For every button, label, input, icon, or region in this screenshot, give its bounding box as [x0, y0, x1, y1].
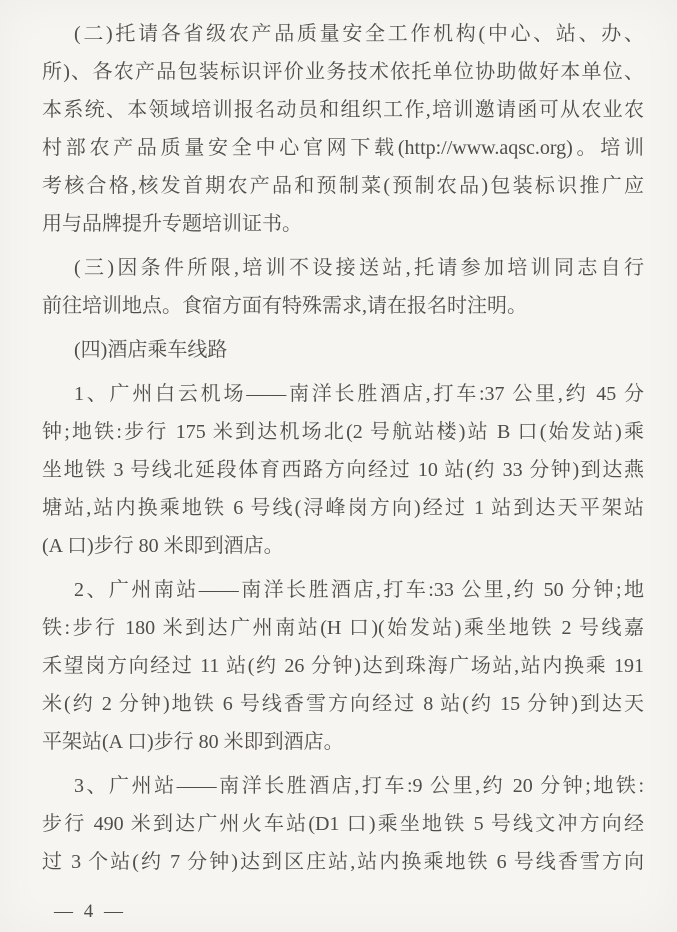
text-line: 考核合格,核发首期农产品和预制菜(预制农品)包装标识推广应: [42, 175, 644, 197]
route-1-baiyun-airport: [42, 375, 644, 565]
text-line: 禾望岗方向经过 11 站(约 26 分钟)达到珠海广场站,站内换乘 191: [42, 655, 644, 677]
route-3-guangzhou-station: [42, 767, 644, 881]
route-2-guangzhou-south-station: [42, 571, 644, 761]
text-line: 坐地铁 3 号线北延段体育西路方向经过 10 站(约 33 分钟)到达燕: [42, 459, 644, 481]
text-line: 铁:步行 180 米到达广州南站(H 口)(始发站)乘坐地铁 2 号线嘉: [42, 617, 644, 639]
text-line: 钟;地铁:步行 175 米到达机场北(2 号航站楼)站 B 口(始发站)乘: [42, 421, 644, 443]
text-line: (三)因条件所限,培训不设接送站,托请参加培训同志自行: [74, 257, 644, 279]
text-line: 村部农产品质量安全中心官网下载(http://www.aqsc.org)。培训: [42, 137, 644, 159]
text-line: 所)、各农产品包装标识评价业务技术依托单位协助做好本单位、: [42, 61, 644, 83]
text-line: 1、广州白云机场——南洋长胜酒店,打车:37 公里,约 45 分: [74, 383, 644, 405]
text-line: 2、广州南站——南洋长胜酒店,打车:33 公里,约 50 分钟;地: [74, 579, 644, 601]
text-line: 米(约 2 分钟)地铁 6 号线香雪方向经过 8 站(约 15 分钟)到达天: [42, 693, 644, 715]
text-line: 塘站,站内换乘地铁 6 号线(浔峰岗方向)经过 1 站到达天平架站: [42, 497, 644, 519]
text-line: (A 口)步行 80 米即到酒店。: [42, 535, 284, 557]
text-line: 平架站(A 口)步行 80 米即到酒店。: [42, 731, 344, 753]
para-3-no-shuttle: [42, 249, 644, 325]
text-line: 过 3 个站(约 7 分钟)达到区庄站,站内换乘地铁 6 号线香雪方向: [42, 851, 644, 873]
document-body: [42, 15, 644, 887]
para-2-org-mobilization: [42, 15, 644, 243]
text-line: 本系统、本领域培训报名动员和组织工作,培训邀请函可从农业农: [42, 99, 644, 121]
text-line: 用与品牌提升专题培训证书。: [42, 213, 302, 235]
page-footer: [54, 900, 126, 924]
text-line: 3、广州站——南洋长胜酒店,打车:9 公里,约 20 分钟;地铁:: [74, 775, 644, 797]
text-line: 前往培训地点。食宿方面有特殊需求,请在报名时注明。: [42, 295, 527, 317]
text-line: (二)托请各省级农产品质量安全工作机构(中心、站、办、: [74, 23, 644, 45]
para-4-hotel-routes-heading: [42, 331, 644, 369]
text-line: (四)酒店乘车线路: [74, 339, 228, 361]
text-line: 步行 490 米到达广州火车站(D1 口)乘坐地铁 5 号线文冲方向经: [42, 813, 644, 835]
page-number: — 4 —: [54, 901, 126, 922]
